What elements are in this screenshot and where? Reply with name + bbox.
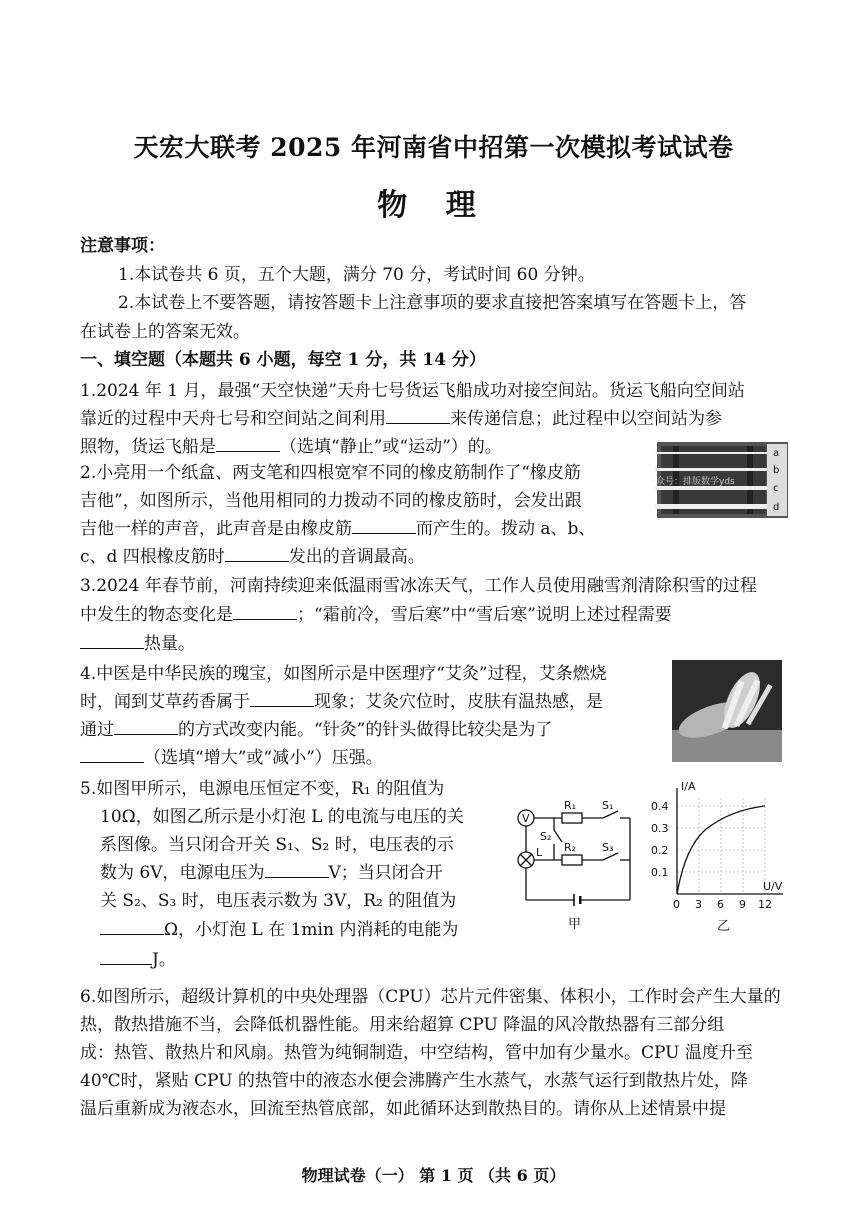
x-tick: 12 bbox=[758, 898, 772, 911]
watermark: 公众号：排版数学yds bbox=[655, 477, 735, 487]
q2-line-2: 吉他”，如图所示，当他用相同的力拨动不同的橡皮筋时，会发出跟 bbox=[80, 491, 582, 511]
graph-ylabel: I/A bbox=[681, 780, 696, 793]
q4-line-4: （选填“增大”或“减小”）压强。 bbox=[80, 748, 383, 768]
x-tick: 0 bbox=[673, 898, 680, 911]
q5-line-5: 关 S₂、S₃ 时，电压表示数为 3V，R₂ 的阻值为 bbox=[100, 891, 457, 911]
q1-line-1: 1.2024 年 1 月，最强“天空快递”天舟七号货运飞船成功对接空间站。货运飞船向空间站 bbox=[80, 381, 745, 401]
lamp-label: L bbox=[536, 846, 543, 859]
y-tick: 0.2 bbox=[651, 844, 669, 857]
y-tick: 0.4 bbox=[651, 800, 669, 813]
notice-heading: 注意事项： bbox=[80, 236, 165, 256]
y-tick: 0.1 bbox=[651, 866, 669, 879]
q6-line-2: 热，散热措施不当，会降低机器性能。用来给超算 CPU 降温的风冷散热器有三部分组 bbox=[80, 1015, 725, 1035]
r1-label: R₁ bbox=[564, 799, 577, 812]
moxibustion-photo bbox=[672, 660, 782, 762]
q5-line-1: 5.如图甲所示，电源电压恒定不变，R₁ 的阻值为 bbox=[80, 779, 445, 799]
answer-blank bbox=[386, 409, 450, 424]
voltmeter-label: V bbox=[522, 812, 530, 825]
answer-blank bbox=[114, 720, 178, 735]
band-label-a: a bbox=[773, 448, 780, 459]
notice-item-2-cont: 在试卷上的答案无效。 bbox=[80, 322, 250, 342]
q5-line-3: 系图像。当只闭合开关 S₁、S₂ 时，电压表的示 bbox=[100, 835, 454, 855]
r2-label: R₂ bbox=[564, 841, 577, 854]
section-heading: 一、填空题（本题共 6 小题，每空 1 分，共 14 分） bbox=[80, 350, 486, 370]
q6-line-5: 温后重新成为液态水，回流至热管底部，如此循环达到散热目的。请你从上述情景中提 bbox=[80, 1099, 726, 1119]
answer-blank bbox=[250, 692, 314, 707]
x-tick: 3 bbox=[695, 898, 702, 911]
q4-line-3: 通过 的方式改变内能。“针灸”的针头做得比较尖是为了 bbox=[80, 720, 553, 740]
band-label-d: d bbox=[773, 502, 780, 513]
q6-line-1: 6.如图所示，超级计算机的中央处理器（CPU）芯片元件密集、体积小，工作时会产生大量的 bbox=[80, 987, 781, 1007]
s3-label: S₃ bbox=[602, 841, 614, 854]
q2-line-1: 2.小亮用一个纸盒、两支笔和四根宽窄不同的橡皮筋制作了“橡皮筋 bbox=[80, 463, 581, 483]
q5-line-2: 10Ω，如图乙所示是小灯泡 L 的电流与电压的关 bbox=[100, 807, 464, 827]
q1-line-3: 照物，货运飞船是 （选填“静止”或“运动”）的。 bbox=[80, 437, 502, 457]
q5-line-7: J。 bbox=[100, 950, 176, 970]
graph-xlabel: U/V bbox=[763, 880, 783, 893]
circuit-caption: 甲 bbox=[568, 917, 582, 932]
q4-line-2: 时，闻到艾草药香属于 现象；艾灸穴位时，皮肤有温热感，是 bbox=[80, 692, 603, 712]
q1-line-2: 靠近的过程中天舟七号和空间站之间利用 来传递信息；此过程中以空间站为参 bbox=[80, 409, 722, 429]
q5-line-4: 数为 6V，电源电压为 V；当只闭合开 bbox=[100, 863, 443, 883]
x-tick: 9 bbox=[739, 898, 746, 911]
notice-item-2: 2.本试卷上不要答题，请按答题卡上注意事项的要求直接把答案填写在答题卡上，答 bbox=[118, 293, 747, 313]
graph-caption: 乙 bbox=[717, 919, 731, 934]
page-footer: 物理试卷（一） 第 1 页 （共 6 页） bbox=[301, 1166, 566, 1185]
subject-title: 物 理 bbox=[377, 188, 490, 223]
q2-line-3: 吉他一样的声音，此声音是由橡皮筋 而产生的。拨动 a、b、 bbox=[80, 519, 596, 539]
answer-blank bbox=[225, 547, 289, 562]
rubber-band-guitar-figure bbox=[655, 440, 790, 520]
band-label-c: c bbox=[773, 483, 779, 494]
iu-graph bbox=[645, 778, 795, 938]
q3-line-1: 3.2024 年春节前，河南持续迎来低温雨雪冰冻天气，工作人员使用融雪剂清除积雪的过程 bbox=[80, 576, 757, 596]
answer-blank bbox=[233, 605, 297, 620]
exam-title: 天宏大联考 2025 年河南省中招第一次模拟考试试卷 bbox=[133, 133, 734, 162]
answer-blank bbox=[100, 920, 164, 935]
y-tick: 0.3 bbox=[651, 822, 669, 835]
answer-blank bbox=[100, 950, 152, 965]
answer-blank bbox=[265, 863, 329, 878]
answer-blank bbox=[352, 519, 416, 534]
band-label-b: b bbox=[773, 465, 780, 476]
q6-line-4: 40℃时，紧贴 CPU 的热管中的液态水便会沸腾产生水蒸气，水蒸气运行到散热片处，降 bbox=[80, 1071, 748, 1091]
answer-blank bbox=[80, 748, 144, 763]
s2-label: S₂ bbox=[540, 830, 552, 843]
circuit-diagram bbox=[508, 798, 638, 938]
q2-line-4: c、d 四根橡皮筋时 发出的音调最高。 bbox=[80, 547, 425, 567]
notice-item-1: 1.本试卷共 6 页，五个大题，满分 70 分，考试时间 60 分钟。 bbox=[118, 265, 595, 285]
s1-label: S₁ bbox=[602, 799, 614, 812]
q4-line-1: 4.中医是中华民族的瑰宝，如图所示是中医理疗“艾灸”过程，艾条燃烧 bbox=[80, 664, 607, 684]
q3-line-2: 中发生的物态变化是 ；“霜前冷，雪后寒”中“雪后寒”说明上述过程需要 bbox=[80, 605, 672, 625]
x-tick: 6 bbox=[717, 898, 724, 911]
q5-line-6: Ω，小灯泡 L 在 1min 内消耗的电能为 bbox=[100, 920, 458, 940]
q6-line-3: 成：热管、散热片和风扇。热管为纯铜制造，中空结构，管中加有少量水。CPU 温度升至 bbox=[80, 1043, 753, 1063]
answer-blank bbox=[80, 634, 144, 649]
answer-blank bbox=[216, 437, 280, 452]
q3-line-3: 热量。 bbox=[80, 634, 195, 654]
